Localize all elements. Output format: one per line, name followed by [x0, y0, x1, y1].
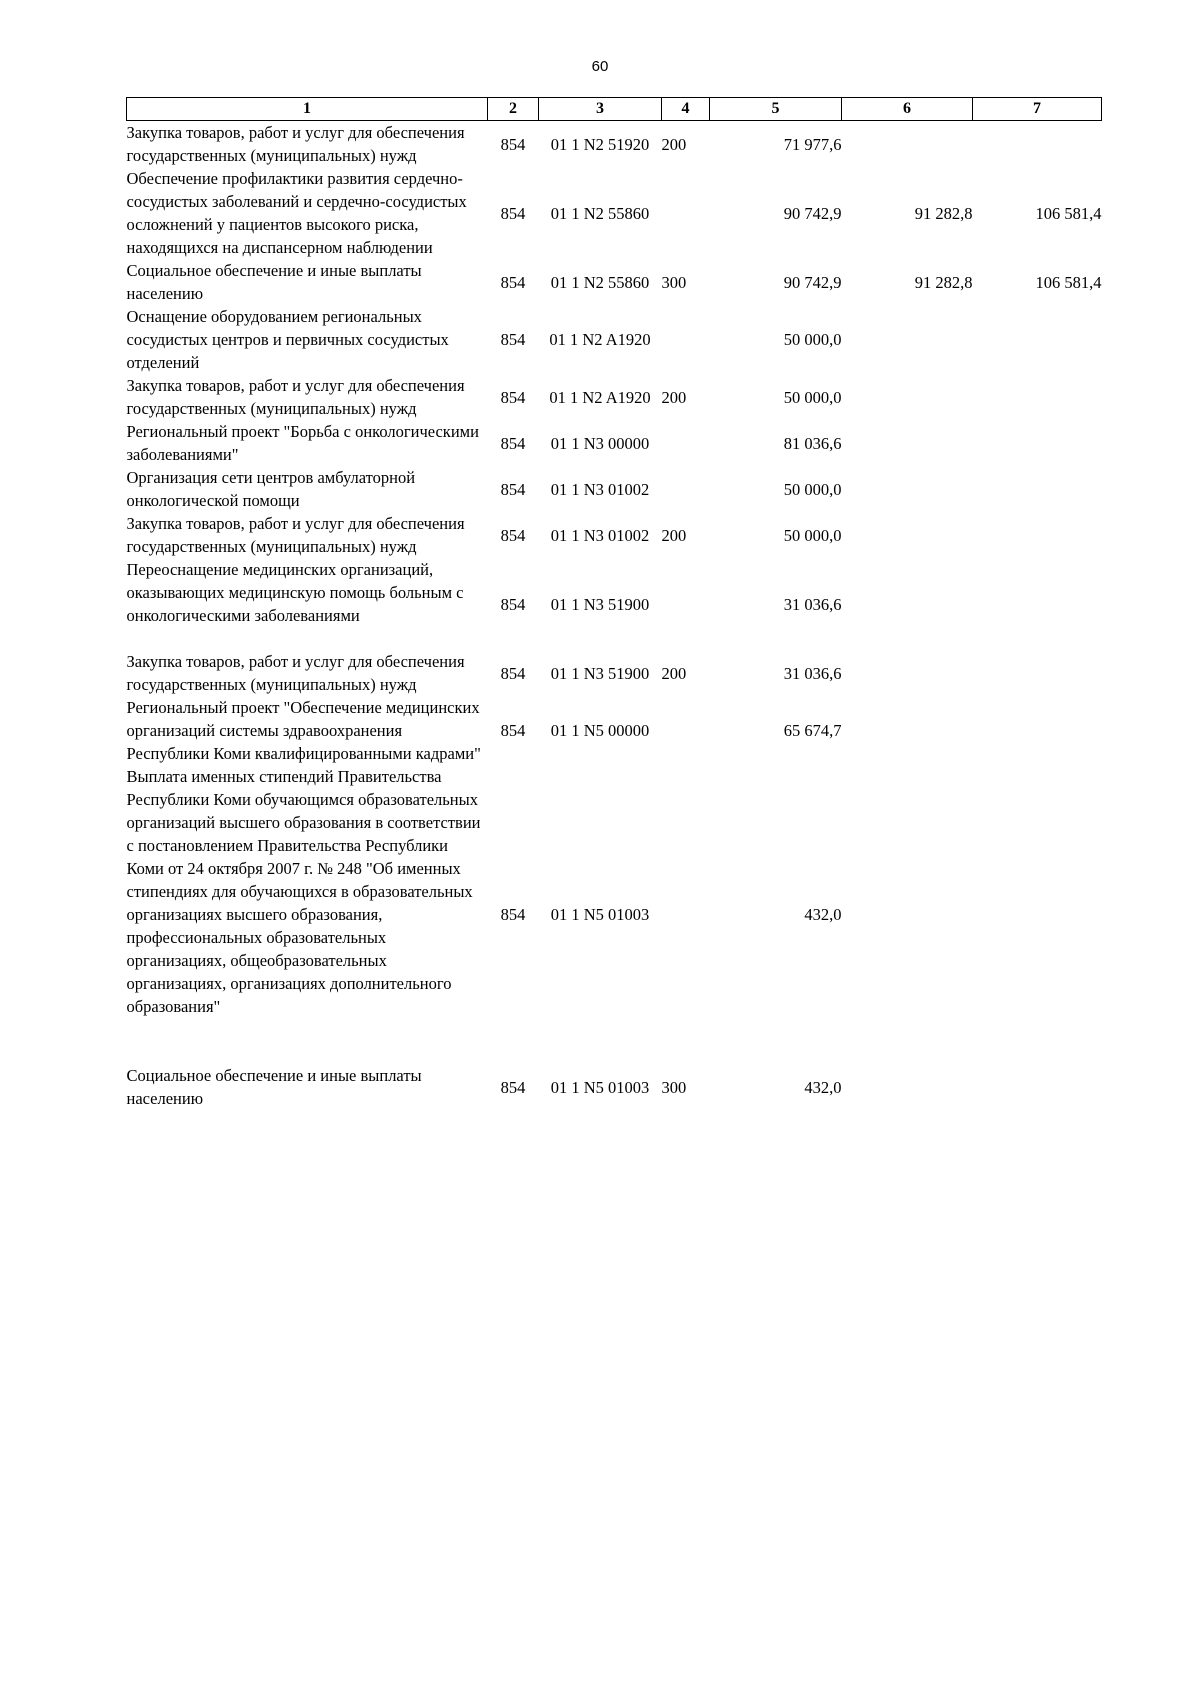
row-gr: 854	[500, 594, 526, 614]
row-amount-3	[973, 512, 1102, 558]
row-gr: 854	[500, 721, 526, 740]
row-csr: 01 1 N5 01003	[550, 905, 650, 924]
row-vr: 200	[661, 663, 687, 683]
budget-table	[126, 97, 1102, 1110]
row-csr: 01 1 N2 A1920	[549, 387, 651, 407]
row-amount-1: 71 977,6	[783, 134, 842, 154]
row-amount-1: 90 742,9	[783, 203, 842, 223]
row-gr: 854	[500, 387, 526, 407]
row-gr: 854	[500, 525, 526, 545]
row-gr: 854	[500, 1077, 526, 1097]
row-name: Выплата именных стипендий Правительства Республики Коми обучающимся образовательных организаций высшего образования в соответствии с постановлением Правительства Республики Коми от 24 октября 2007 г. № 248 "Об именных стипендиях для обучающихся в образовательных организациях высшего образования, профессиональных образовательных организациях, общеобразовательных организациях, организациях дополнительного образования"	[126, 767, 481, 1016]
row-name: Социальное обеспечение и иные выплаты населению	[126, 1066, 422, 1108]
header-col-4: 4	[662, 98, 710, 121]
row-csr: 01 1 N3 01002	[550, 525, 650, 545]
row-csr: 01 1 N3 00000	[550, 433, 650, 453]
table-row	[127, 374, 1102, 420]
table-row	[127, 512, 1102, 558]
row-amount-1: 432,0	[804, 905, 842, 924]
row-name: Оснащение оборудованием региональных сосудистых центров и первичных сосудистых отделений	[126, 307, 449, 372]
row-gr: 854	[500, 663, 526, 683]
row-vr	[662, 167, 710, 259]
row-amount-3: 106 581,4	[1035, 203, 1102, 223]
row-amount-3	[973, 420, 1102, 466]
row-name: Закупка товаров, работ и услуг для обеспечения государственных (муниципальных) нужд	[126, 123, 465, 165]
row-amount-3	[973, 305, 1102, 374]
row-gr: 854	[500, 203, 526, 223]
row-name: Обеспечение профилактики развития сердечно-сосудистых заболеваний и сердечно-сосудистых осложнений у пациентов высокого риска, находящихся на диспансерном наблюдении	[126, 169, 467, 257]
row-amount-3: 106 581,4	[1035, 272, 1102, 292]
row-csr: 01 1 N3 01002	[550, 479, 650, 499]
row-amount-3	[973, 1064, 1102, 1110]
row-amount-1: 432,0	[804, 1077, 842, 1097]
row-name: Региональный проект "Борьба с онкологическими заболеваниями"	[126, 422, 479, 464]
row-amount-2	[842, 374, 973, 420]
row-amount-3	[973, 765, 1102, 1064]
table-header-row	[127, 98, 1102, 121]
table-row	[127, 765, 1102, 1064]
row-csr: 01 1 N3 51900	[550, 594, 650, 614]
table-row	[127, 558, 1102, 650]
row-csr: 01 1 N3 51900	[550, 663, 650, 683]
table-row	[127, 259, 1102, 305]
row-name: Закупка товаров, работ и услуг для обеспечения государственных (муниципальных) нужд	[126, 376, 465, 418]
table-row	[127, 1064, 1102, 1110]
row-amount-3	[973, 696, 1102, 765]
row-amount-2	[842, 466, 973, 512]
row-amount-2: 91 282,8	[914, 272, 973, 292]
row-amount-2	[842, 696, 973, 765]
row-amount-2	[842, 305, 973, 374]
row-name: Закупка товаров, работ и услуг для обеспечения государственных (муниципальных) нужд	[126, 514, 465, 556]
row-gr: 854	[500, 134, 526, 154]
row-vr: 200	[661, 134, 687, 154]
row-vr	[662, 558, 710, 650]
header-col-7: 7	[973, 98, 1102, 121]
row-amount-1: 81 036,6	[783, 433, 842, 453]
row-amount-3	[973, 650, 1102, 696]
page-number: 60	[591, 58, 609, 75]
row-csr: 01 1 N2 55860	[550, 272, 650, 292]
row-csr: 01 1 N2 A1920	[549, 330, 651, 349]
row-vr: 200	[661, 525, 687, 545]
row-amount-1: 50 000,0	[783, 479, 842, 499]
row-vr: 300	[661, 1077, 687, 1097]
row-amount-1: 50 000,0	[783, 387, 842, 407]
row-amount-2	[842, 420, 973, 466]
row-amount-1: 31 036,6	[783, 594, 842, 614]
row-amount-3	[973, 121, 1102, 168]
row-vr	[662, 420, 710, 466]
row-vr: 200	[661, 387, 687, 407]
row-vr	[662, 696, 710, 765]
row-gr: 854	[500, 479, 526, 499]
row-vr	[662, 305, 710, 374]
row-gr: 854	[500, 433, 526, 453]
row-amount-2	[842, 121, 973, 168]
header-col-3: 3	[539, 98, 662, 121]
row-amount-1: 50 000,0	[783, 330, 842, 349]
row-csr: 01 1 N2 55860	[550, 203, 650, 223]
table-row	[127, 121, 1102, 168]
header-col-1: 1	[127, 98, 488, 121]
row-name: Переоснащение медицинских организаций, оказывающих медицинскую помощь больным с онкологическими заболеваниями	[126, 560, 464, 625]
row-gr: 854	[500, 905, 526, 924]
row-name: Социальное обеспечение и иные выплаты населению	[126, 261, 422, 303]
row-amount-2	[842, 512, 973, 558]
row-vr	[662, 765, 710, 1064]
row-amount-1: 65 674,7	[783, 721, 842, 740]
table-row	[127, 696, 1102, 765]
row-gr: 854	[500, 272, 526, 292]
row-csr: 01 1 N5 01003	[550, 1077, 650, 1097]
row-amount-2: 91 282,8	[914, 203, 973, 223]
row-name: Организация сети центров амбулаторной онкологической помощи	[126, 468, 416, 510]
row-amount-3	[973, 558, 1102, 650]
table-row	[127, 420, 1102, 466]
table-row	[127, 305, 1102, 374]
row-amount-1: 31 036,6	[783, 663, 842, 683]
row-amount-3	[973, 374, 1102, 420]
row-amount-1: 90 742,9	[783, 272, 842, 292]
row-vr	[662, 466, 710, 512]
table-row	[127, 167, 1102, 259]
header-col-6: 6	[842, 98, 973, 121]
row-amount-2	[842, 558, 973, 650]
row-amount-1: 50 000,0	[783, 525, 842, 545]
row-amount-2	[842, 650, 973, 696]
row-csr: 01 1 N2 51920	[550, 134, 650, 154]
row-name: Региональный проект "Обеспечение медицинских организаций системы здравоохранения Республики Коми квалифицированными кадрами"	[126, 698, 481, 763]
table-row	[127, 650, 1102, 696]
row-gr: 854	[500, 330, 526, 349]
row-csr: 01 1 N5 00000	[550, 721, 650, 740]
row-amount-2	[842, 765, 973, 1064]
header-col-5: 5	[710, 98, 842, 121]
row-vr: 300	[661, 272, 687, 292]
row-name: Закупка товаров, работ и услуг для обеспечения государственных (муниципальных) нужд	[126, 652, 465, 694]
table-row	[127, 466, 1102, 512]
row-amount-3	[973, 466, 1102, 512]
header-col-2: 2	[488, 98, 539, 121]
row-amount-2	[842, 1064, 973, 1110]
